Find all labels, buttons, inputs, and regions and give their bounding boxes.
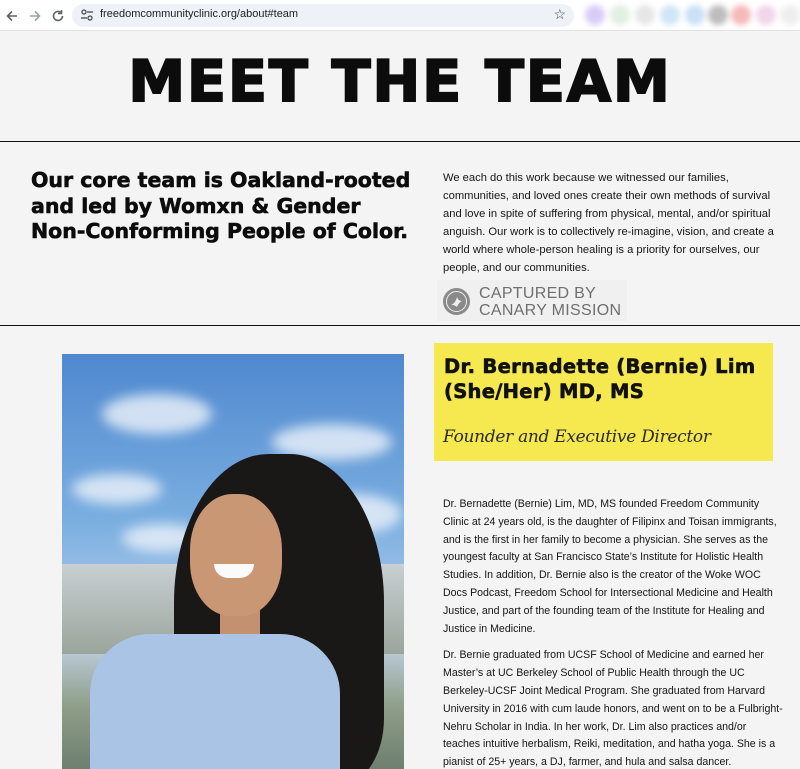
arrow-left-icon[interactable] xyxy=(2,6,22,26)
intro-paragraph: We each do this work because we witnessed our families, communities, and loved ones create their own methods of survival and love in spite of suffering from physical, mental, and/or spiritual anguish. Our work is to collectively re-imagine, vision, and create a world where whole-person healing is a priority for ourselves, our people, and our communities. xyxy=(443,172,774,275)
profile-bio xyxy=(443,496,783,769)
extension-icon[interactable] xyxy=(685,5,705,25)
extension-icon[interactable] xyxy=(610,5,630,25)
profile-name-card xyxy=(434,343,773,461)
bio-paragraph: Dr. Bernie graduated from UCSF School of Medicine and earned her Master’s at UC Berkeley School of Public Health through the UC Berkeley-UCSF Joint Medical Program. She graduated from Harvard University in 2016 with cum laude honors, and went on to be a Fulbright-Nehru Scholar in India. In her work, Dr. Lim also practices and/or teaches intuitive herbalism, Reiki, meditation, and hatha yoga. She is a pianist of 25+ years, a DJ, farmer, and hula and salsa dancer. xyxy=(443,649,783,769)
intro-heading: Our core team is Oakland-rooted and led by Womxn & Gender Non-Conforming People of Color. xyxy=(31,168,411,243)
extension-icon[interactable] xyxy=(756,5,776,25)
extension-icon[interactable] xyxy=(635,5,655,25)
watermark-line-2: CANARY MISSION xyxy=(479,302,622,319)
address-bar[interactable] xyxy=(72,4,574,27)
canary-logo-icon xyxy=(443,288,470,315)
extension-icon[interactable] xyxy=(660,5,680,25)
url-text[interactable]: freedomcommunityclinic.org/about#team xyxy=(100,8,299,20)
reload-icon[interactable] xyxy=(48,6,68,26)
extension-icon[interactable] xyxy=(731,5,751,25)
tune-icon[interactable] xyxy=(80,8,94,22)
extension-icon[interactable] xyxy=(708,5,728,25)
browser-toolbar xyxy=(0,0,800,31)
bio-paragraph: Dr. Bernadette (Bernie) Lim, MD, MS founded Freedom Community Clinic at 24 years old, is the daughter of Filipinx and Toisan immigrants, and is the first in her family to become a physician. She serves as the youngest faculty at San Francisco State’s Institute for Holistic Health Studies. In addition, Dr. Bernie also is the creator of the Woke WOC Docs Podcast, Freedom School for Intersectional Medicine and Health Justice, and part of the founding team of the Institute for Healing and Justice in Medicine. xyxy=(443,498,777,635)
extension-icon[interactable] xyxy=(780,5,800,25)
profile-photo xyxy=(62,354,404,769)
profile-role: Founder and Executive Director xyxy=(443,427,711,447)
canary-mission-watermark xyxy=(437,280,627,321)
page-title: MEET THE TEAM xyxy=(128,49,672,115)
star-icon[interactable]: ☆ xyxy=(553,6,566,22)
extension-icon[interactable] xyxy=(585,5,605,25)
arrow-right-icon[interactable] xyxy=(25,6,45,26)
profile-name: Dr. Bernadette (Bernie) Lim (She/Her) MD, MS xyxy=(444,355,756,403)
hero-section xyxy=(0,31,800,142)
watermark-line-1: CAPTURED BY xyxy=(479,285,597,302)
watermark-text xyxy=(479,285,621,319)
intro-section xyxy=(0,142,800,326)
